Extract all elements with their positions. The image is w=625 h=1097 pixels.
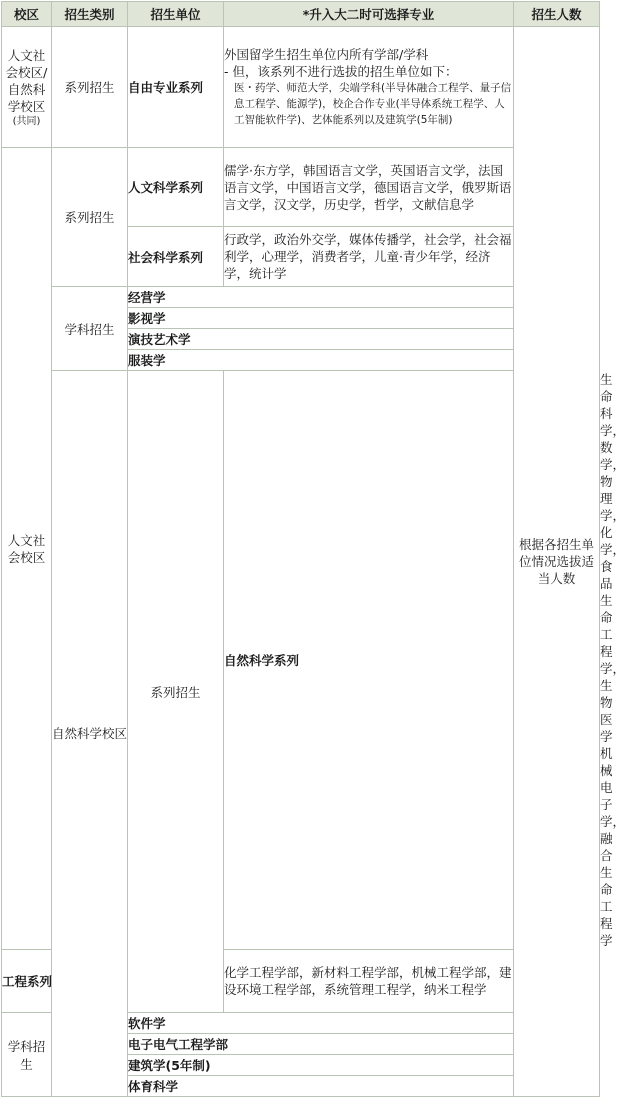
- header-majors: *升入大二时可选择专业: [224, 2, 514, 27]
- unit-software: 软件学: [128, 1013, 514, 1034]
- unit-social-series: 社会科学系列: [128, 227, 224, 287]
- majors-free-line2: - 但，该系列不进行选拔的招生单位如下：: [224, 64, 458, 79]
- category-discipline: 学科招生: [2, 1013, 52, 1097]
- unit-acting: 演技艺术学: [128, 329, 514, 350]
- header-quota: 招生人数: [514, 2, 600, 27]
- unit-free-major: 自由专业系列: [128, 27, 224, 148]
- campus-natural: 自然科学校区: [52, 371, 128, 1097]
- unit-natural-series: 自然科学系列: [224, 371, 514, 950]
- category-series: 系列招生: [128, 371, 224, 1013]
- header-category: 招生类别: [52, 2, 128, 27]
- table-row: [2, 287, 600, 308]
- campus-joint-sub: (共同): [12, 115, 41, 127]
- unit-sports: 体育科学: [128, 1076, 514, 1097]
- unit-business: 经营学: [128, 287, 514, 308]
- category-series: 系列招生: [52, 148, 128, 287]
- header-unit: 招生单位: [128, 2, 224, 27]
- majors-free: [224, 27, 514, 148]
- table-row: 自然科学校区 系列招生 自然科学系列 生命科学，数学，物理学，化学，食品生命工程学，生物医学机械电子学，融合生命工程学: [2, 371, 600, 950]
- category-series: 系列招生: [52, 27, 128, 148]
- unit-humanities-series: 人文科学系列: [128, 148, 224, 227]
- campus-humanities: 人文社会校区: [2, 148, 52, 950]
- campus-joint-label: 人文社会校区/自然科学校区: [5, 47, 48, 114]
- majors-free-line1: 外国留学生招生单位内所有学部/学科: [224, 47, 429, 62]
- unit-architecture: 建筑学(5年制): [128, 1055, 514, 1076]
- unit-engineering-series: 工程系列: [2, 950, 52, 1013]
- table-row: [2, 27, 600, 148]
- quota-cell: 根据各招生单位情况选拔适当人数: [514, 27, 600, 1097]
- header-campus: 校区: [2, 2, 52, 27]
- campus-joint: [2, 27, 52, 148]
- unit-fashion: 服装学: [128, 350, 514, 371]
- table-row: [2, 148, 600, 227]
- majors-social: 行政学，政治外交学，媒体传播学，社会学，社会福利学，心理学，消费者学，儿童·青少年学，经济学，统计学: [224, 227, 514, 287]
- unit-film: 影视学: [128, 308, 514, 329]
- unit-electrical: 电子电气工程学部: [128, 1034, 514, 1055]
- admissions-table: [1, 1, 625, 1097]
- majors-engineering: 化学工程学部，新材料工程学部，机械工程学部，建设环境工程学部，系统管理工程学，纳米工程学: [224, 950, 514, 1013]
- majors-free-line3: 医・药学、师范大学，尖端学科(半导体融合工程学、量子信息工程学、能源学)，校企合作专业(半导体系统工程学、人工智能软件学)、艺体能系列以及建筑学(5年制): [234, 82, 512, 126]
- majors-humanities: 儒学·东方学，韩国语言文学，英国语言文学，法国语言文学，中国语言文学，德国语言文学，俄罗斯语言文学，汉文学，历史学，哲学，文献信息学: [224, 148, 514, 227]
- category-discipline: 学科招生: [52, 287, 128, 371]
- header-row: [2, 2, 600, 27]
